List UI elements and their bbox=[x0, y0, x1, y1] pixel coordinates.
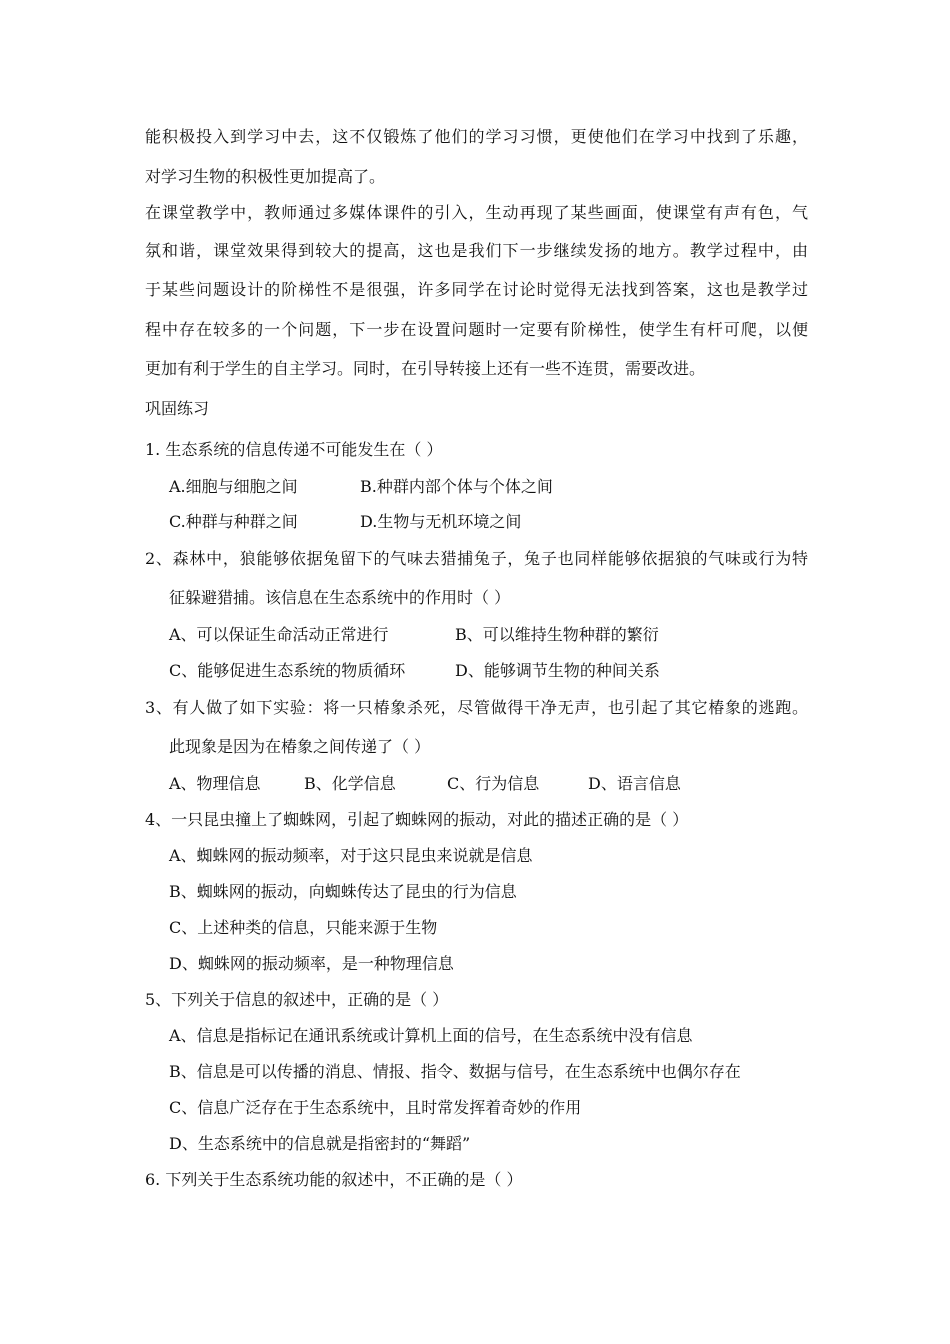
q1-option-c: C.种群与种群之间 bbox=[169, 512, 298, 531]
q2-option-a: A、可以保证生命活动正常进行 bbox=[169, 625, 389, 644]
q3-option-d: D、语言信息 bbox=[588, 774, 681, 793]
q3-stem-line1: 3、有人做了如下实验：将一只椿象杀死，尽管做得干净无声，也引起了其它椿象的逃跑。 bbox=[145, 698, 808, 717]
q5-option-a: A、信息是指标记在通讯系统或计算机上面的信号，在生态系统中没有信息 bbox=[169, 1026, 693, 1045]
q5-option-d: D、生态系统中的信息就是指密封的“舞蹈” bbox=[169, 1134, 471, 1153]
q2-option-c: C、能够促进生态系统的物质循环 bbox=[169, 661, 406, 680]
q3-option-c: C、行为信息 bbox=[447, 774, 540, 793]
q1-option-b: B.种群内部个体与个体之间 bbox=[360, 477, 553, 496]
section-title: 巩固练习 bbox=[145, 399, 210, 418]
q3-option-b: B、化学信息 bbox=[304, 774, 396, 793]
q2-option-b: B、可以维持生物种群的繁衍 bbox=[455, 625, 659, 644]
q4-option-b: B、蜘蛛网的振动，向蜘蛛传达了昆虫的行为信息 bbox=[169, 882, 517, 901]
reflection-p2-line2: 氛和谐，课堂效果得到较大的提高，这也是我们下一步继续发扬的地方。教学过程中，由 bbox=[145, 241, 808, 260]
q3-stem-line2: 此现象是因为在椿象之间传递了（ ） bbox=[169, 737, 431, 756]
q3-option-a: A、物理信息 bbox=[169, 774, 261, 793]
q4-option-c: C、上述种类的信息，只能来源于生物 bbox=[169, 918, 438, 937]
q2-stem-line1: 2、森林中，狼能够依据兔留下的气味去猎捕兔子，兔子也同样能够依据狼的气味或行为特 bbox=[145, 549, 808, 568]
reflection-p2-line1: 在课堂教学中，教师通过多媒体课件的引入，生动再现了某些画面，使课堂有声有色，气 bbox=[145, 203, 808, 222]
reflection-p2-line4: 程中存在较多的一个问题，下一步在设置问题时一定要有阶梯性，使学生有杆可爬，以便 bbox=[145, 320, 808, 339]
q5-stem: 5、下列关于信息的叙述中，正确的是（ ） bbox=[145, 990, 449, 1009]
reflection-p2-line3: 于某些问题设计的阶梯性不是很强，许多同学在讨论时觉得无法找到答案，这也是教学过 bbox=[145, 280, 808, 299]
q5-option-b: B、信息是可以传播的消息、情报、指令、数据与信号，在生态系统中也偶尔存在 bbox=[169, 1062, 741, 1081]
q4-option-d: D、蜘蛛网的振动频率，是一种物理信息 bbox=[169, 954, 454, 973]
reflection-p1-line2: 对学习生物的积极性更加提高了。 bbox=[145, 167, 386, 186]
reflection-p2-line5: 更加有利于学生的自主学习。同时，在引导转接上还有一些不连贯，需要改进。 bbox=[145, 359, 706, 378]
q1-option-a: A.细胞与细胞之间 bbox=[169, 477, 298, 496]
q5-option-c: C、信息广泛存在于生态系统中，且时常发挥着奇妙的作用 bbox=[169, 1098, 582, 1117]
q4-stem: 4、一只昆虫撞上了蜘蛛网，引起了蜘蛛网的振动，对此的描述正确的是（ ） bbox=[145, 810, 689, 829]
q4-option-a: A、蜘蛛网的振动频率，对于这只昆虫来说就是信息 bbox=[169, 846, 533, 865]
q6-stem: 6. 下列关于生态系统功能的叙述中，不正确的是（ ） bbox=[145, 1170, 523, 1189]
reflection-p1-line1: 能积极投入到学习中去，这不仅锻炼了他们的学习习惯，更使他们在学习中找到了乐趣， bbox=[145, 127, 808, 146]
q1-stem: 1. 生态系统的信息传递不可能发生在（ ） bbox=[145, 440, 443, 459]
q2-stem-line2: 征躲避猎捕。该信息在生态系统中的作用时（ ） bbox=[169, 588, 511, 607]
q1-option-d: D.生物与无机环境之间 bbox=[360, 512, 522, 531]
q2-option-d: D、能够调节生物的种间关系 bbox=[455, 661, 660, 680]
